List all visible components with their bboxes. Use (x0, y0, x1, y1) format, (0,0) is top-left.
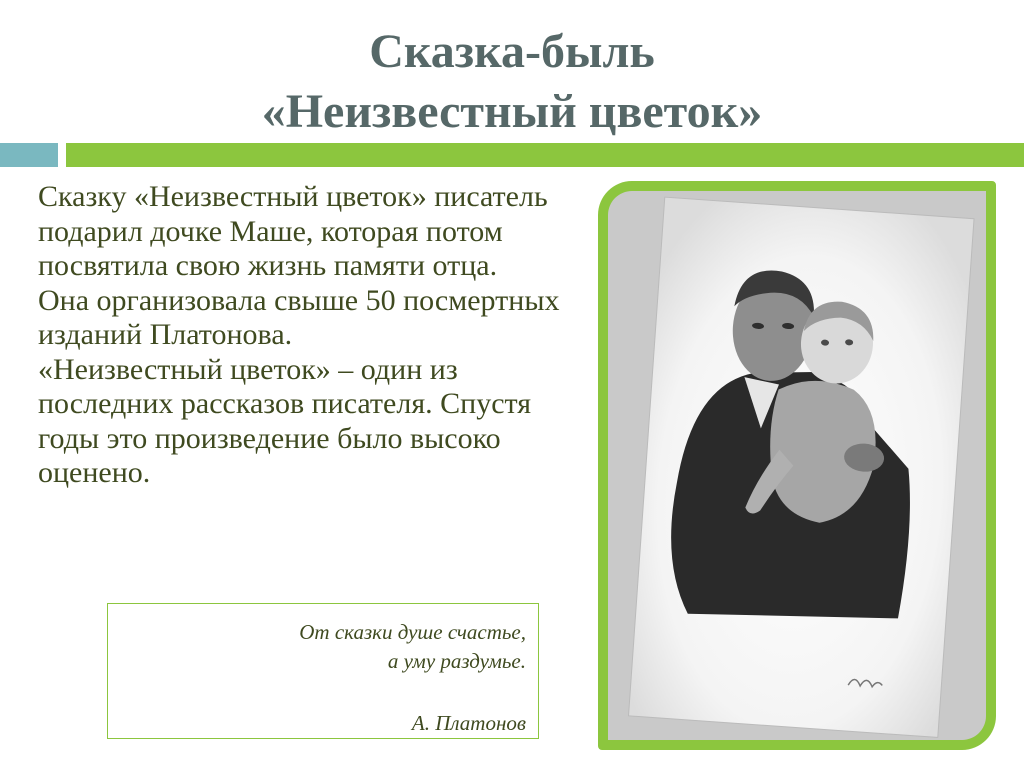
quote-box (107, 603, 539, 739)
accent-bar-green (66, 143, 1024, 167)
photo-father-and-daughter (608, 191, 986, 740)
title-line-1: Сказка-быль (369, 25, 655, 78)
quote-line-2: а уму раздумье. (387, 649, 526, 673)
body-text (38, 180, 578, 491)
title-line-2: «Неизвестный цветок» (261, 85, 763, 138)
quote-author: А. Платонов (411, 711, 526, 735)
paragraph-1: Сказку «Неизвестный цветок» писатель подарил дочке Маше, которая потом посвятила свою жизнь памяти отца. (38, 180, 548, 282)
slide-title (0, 22, 1024, 142)
quote-line-1: От сказки душе счастье, (299, 620, 526, 644)
paragraph-3: «Неизвестный цветок» – один из последних рассказов писателя. Спустя годы это произведение было высоко оценено. (38, 352, 532, 489)
paragraph-2: Она организовала свыше 50 посмертных изданий Платонова. (38, 283, 560, 351)
accent-bar-teal (0, 143, 58, 167)
photo-frame (598, 181, 996, 750)
